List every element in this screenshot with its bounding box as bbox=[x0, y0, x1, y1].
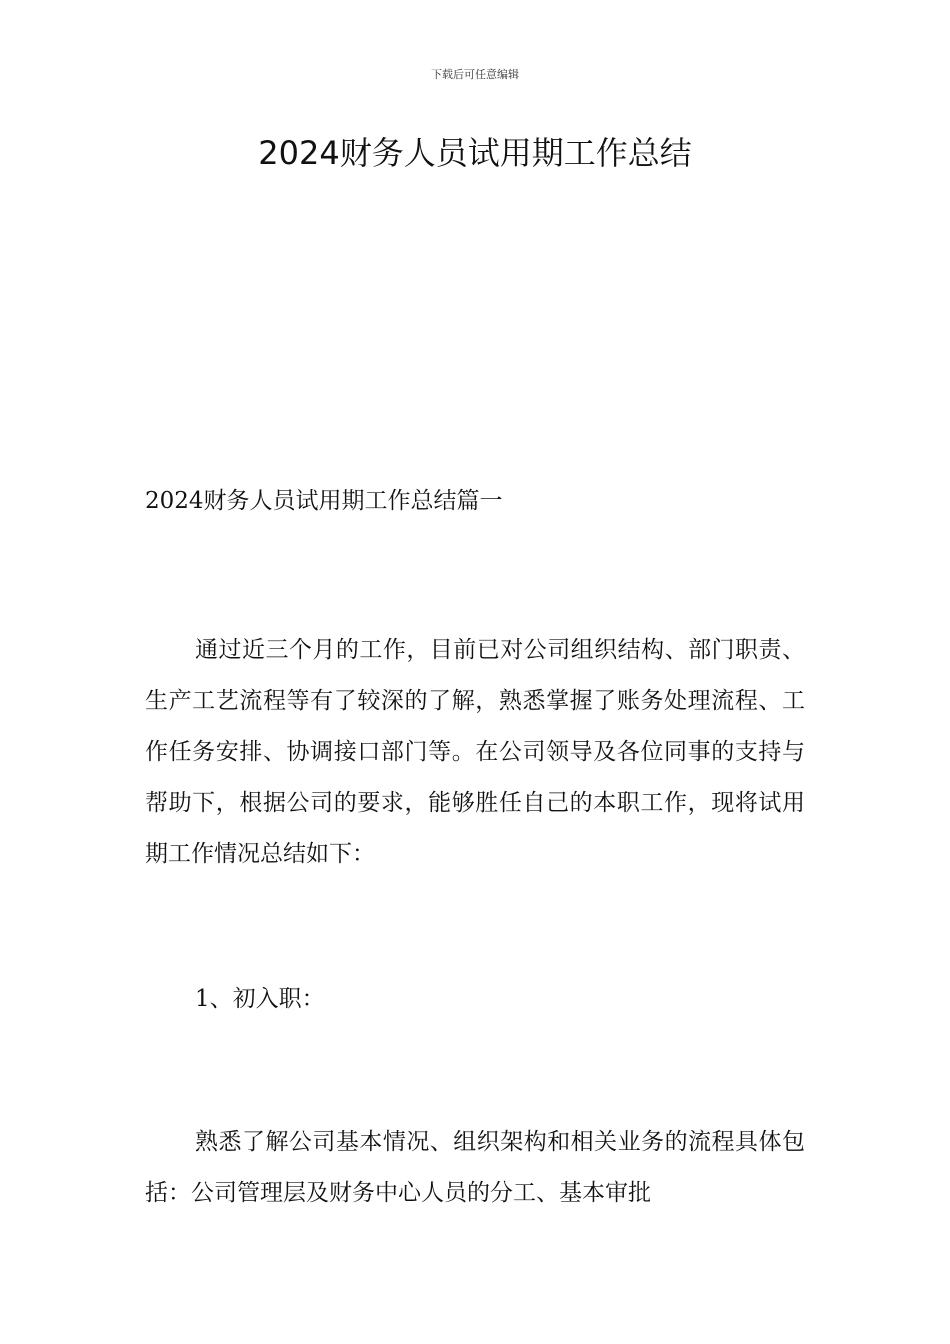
section-heading: 2024财务人员试用期工作总结篇一 bbox=[145, 488, 503, 514]
body-paragraph-details: 熟悉了解公司基本情况、组织架构和相关业务的流程具体包括：公司管理层及财务中心人员的分工、基本审批 bbox=[145, 1129, 805, 1206]
body-paragraph-intro: 通过近三个月的工作，目前已对公司组织结构、部门职责、生产工艺流程等有了较深的了解，熟悉掌握了账务处理流程、工作任务安排、协调接口部门等。在公司领导及各位同事的支持与帮助下，根据公司的要求，能够胜任自己的本职工作，现将试用期工作情况总结如下： bbox=[145, 637, 805, 867]
header-note: 下载后可任意编辑 bbox=[431, 68, 519, 81]
document-title: 2024财务人员试用期工作总结 bbox=[258, 134, 692, 172]
list-item-heading: 1、初入职： bbox=[195, 986, 325, 1012]
